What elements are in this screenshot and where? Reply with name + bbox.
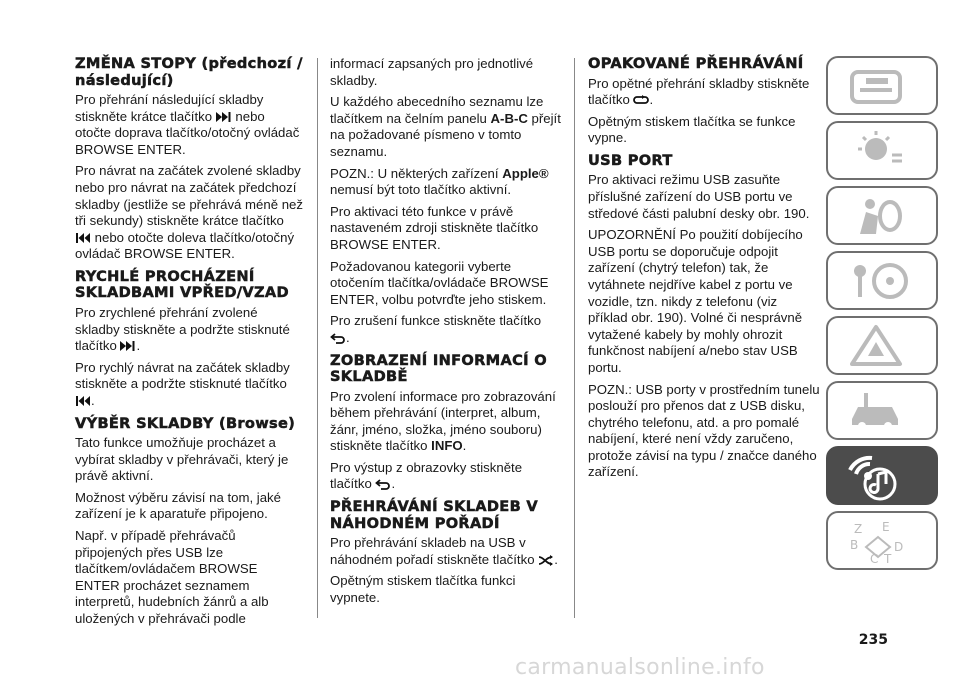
tab-lights[interactable]	[826, 121, 938, 180]
heading-repeat: OPAKOVANÉ PŘEHRÁVÁNÍ	[588, 55, 804, 72]
heading-fast-browse: RYCHLÉ PROCHÁZENÍ SKLADBAMI VPŘED/VZAD	[75, 267, 289, 302]
car-dashboard-icon	[846, 64, 922, 108]
paragraph: Pro přehrávání skladeb na USB v náhodném pořadí stiskněte tlačítko .	[330, 535, 558, 567]
paragraph: Pro přehrání následující skladby stiskněte krátce tlačítko nebo otočte doprava tlačítko/otočný ovládač BROWSE ENTER.	[75, 92, 300, 157]
paragraph: Pro opětné přehrání skladby stiskněte tlačítko .	[588, 75, 810, 108]
heading-track-info: ZOBRAZENÍ INFORMACÍ O SKLADBĚ	[330, 351, 547, 385]
lights-icon	[846, 129, 922, 173]
paragraph: Např. v případě přehrávačů připojených přes USB lze tlačítkem/ovládačem BROWSE ENTER procházet seznamem interpretů, hudebních žánrů a alb uložených v přehrávači podle	[75, 527, 269, 626]
watermark: carmanualsonline.info	[515, 655, 765, 680]
tab-dashboard[interactable]	[826, 56, 938, 115]
multimedia-icon	[846, 454, 922, 502]
svg-text:B: B	[850, 538, 859, 552]
svg-text:T: T	[884, 552, 892, 566]
next-track-icon	[120, 340, 136, 352]
previous-track-icon	[75, 232, 91, 244]
paragraph: Pro zvolení informace pro zobrazování během přehrávání (interpret, album, žánr, jméno, složka, jméno souboru) stiskněte tlačítko INFO.	[330, 388, 556, 454]
wrench-car-icon	[846, 389, 922, 433]
paragraph: Pro zrychlené přehrání zvolené skladby stiskněte a podržte stisknuté tlačítko .	[75, 304, 290, 354]
paragraph: Pro návrat na začátek zvolené skladby nebo pro návrat na začátek předchozí skladby (jestliže se přehrává méně než tři sekundy) stiskněte krátce tlačítko nebo otočte doleva tlačítko/otočný ovládač BROWSE ENTER.	[75, 163, 303, 262]
paragraph: Opětným stiskem tlačítka se funkce vypne.	[588, 113, 796, 146]
heading-track-change: ZMĚNA STOPY (předchozí / následující)	[75, 55, 303, 89]
shuffle-icon	[538, 554, 554, 566]
column-divider	[574, 58, 575, 618]
page-number: 235	[858, 632, 888, 648]
back-icon	[375, 478, 391, 490]
airbag-icon	[846, 194, 922, 238]
tab-index[interactable]	[826, 511, 938, 570]
paragraph: Požadovanou kategorii vyberte otočením tlačítka/ovládače BROWSE ENTER, volbu potvrďte jeho stiskem.	[330, 258, 549, 307]
index-icon	[846, 519, 922, 567]
paragraph: Tato funkce umožňuje procházet a vybírat skladby v přehrávači, který je právě aktivní.	[75, 435, 289, 484]
column-3	[588, 56, 820, 486]
paragraph: UPOZORNĚNÍ Po použití dobíjecího USB portu se doporučuje odpojit zařízení (chytrý telefon) tak, že vytáhnete nejdříve kabel z portu ve vozidle, tzn. nikdy z telefonu (viz příklad obr. 190). Volné či nesprávně vytažené kabely by mohly ohrozit funkčnost nabíjení a/nebo stav USB portu.	[588, 227, 803, 375]
tab-starting[interactable]	[826, 251, 938, 310]
paragraph: Pro aktivaci této funkce v právě nastaveném zdroji stiskněte tlačítko BROWSE ENTER.	[330, 203, 539, 252]
next-track-icon	[216, 111, 232, 123]
warning-triangle-icon	[846, 324, 922, 368]
paragraph: Pro aktivaci režimu USB zasuňte příslušné zařízení do USB portu ve středové části palubní desky obr. 190.	[588, 172, 810, 221]
key-steering-icon	[846, 259, 922, 303]
svg-text:E: E	[882, 520, 890, 534]
paragraph: Možnost výběru závisí na tom, jaké zařízení je k aparatuře připojeno.	[75, 489, 281, 522]
paragraph: Pro výstup z obrazovky stiskněte tlačítko .	[330, 459, 523, 492]
heading-browse: VÝBĚR SKLADBY (Browse)	[75, 414, 296, 432]
back-icon	[330, 332, 346, 344]
column-1	[75, 56, 303, 633]
tab-safety[interactable]	[826, 186, 938, 245]
column-divider	[317, 58, 318, 618]
paragraph: Pro rychlý návrat na začátek skladby stiskněte a podržte stisknuté tlačítko .	[75, 359, 290, 408]
previous-track-icon	[75, 395, 91, 407]
tab-emergency[interactable]	[826, 316, 938, 375]
heading-usb-port: USB PORT	[588, 151, 673, 169]
repeat-icon	[633, 94, 649, 106]
svg-text:D: D	[894, 540, 904, 554]
svg-text:C: C	[870, 552, 879, 566]
heading-shuffle: PŘEHRÁVÁNÍ SKLADEB V NÁHODNÉM POŘADÍ	[330, 498, 538, 532]
paragraph: POZN.: U některých zařízení Apple® nemusí být toto tlačítko aktivní.	[330, 165, 549, 198]
column-2	[330, 56, 562, 611]
tab-maintenance[interactable]	[826, 381, 938, 440]
svg-text:Z: Z	[854, 522, 863, 536]
paragraph: U každého abecedního seznamu lze tlačítkem na čelním panelu A-B-C přejít na požadované písmeno v tomto seznamu.	[330, 94, 561, 159]
tab-multimedia[interactable]	[826, 446, 938, 505]
paragraph: POZN.: USB porty v prostředním tunelu poslouží pro přenos dat z USB disku, chytrého telefonu, atd. a pro pomalé nabíjení, které není vždy zaručeno, protože závisí na typu / značce daného zařízení.	[588, 381, 820, 480]
paragraph: Pro zrušení funkce stiskněte tlačítko .	[330, 313, 542, 345]
paragraph: informací zapsaných pro jednotlivé skladby.	[330, 56, 534, 88]
paragraph: Opětným stiskem tlačítka funkci vypnete.	[330, 573, 516, 605]
